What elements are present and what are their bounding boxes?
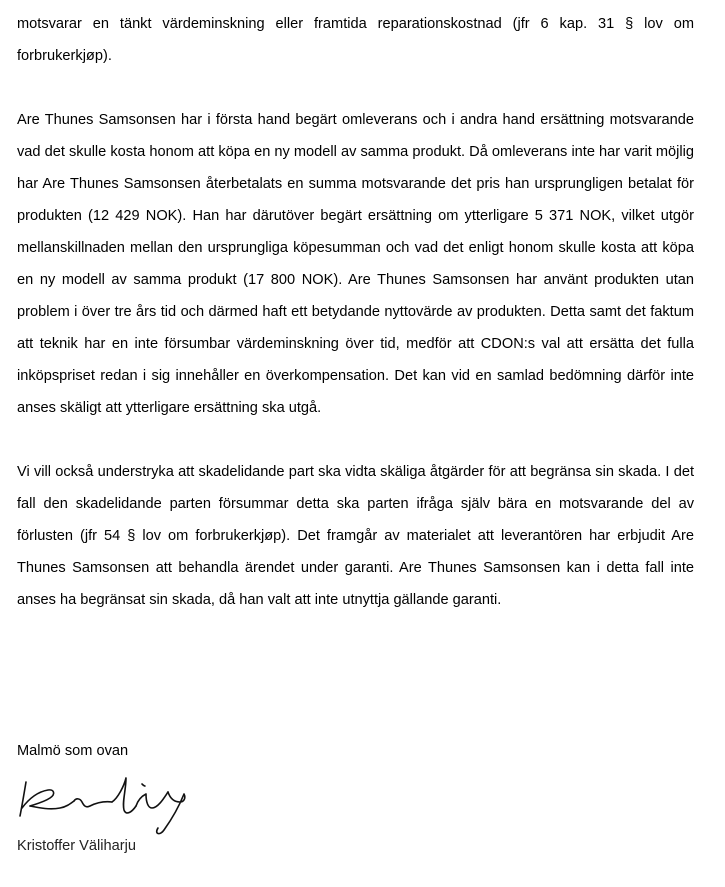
paragraph-1: motsvarar en tänkt värdeminskning eller framtida reparationskostnad (jfr 6 kap. 31 § lov om forbrukerkjøp).	[17, 16, 694, 64]
closing-line: Malmö som ovan	[17, 743, 129, 759]
paragraph-3: Vi vill också understryka att skadelidande part ska vidta skäliga åtgärder för att begränsa sin skada. I det fall den skadelidande parten försummar detta ska parten ifråga själv bära en motsvarande del av förlusten (jfr 54 § lov om forbrukerkjøp). Det framgår av materialet att leverantören har erbjudit Are Thunes Samsonsen att behandla ärendet under garanti. Are Thunes Samsonsen kan i detta fall inte anses ha begränsat sin skada, då han valt att inte utnyttja gällande garanti.	[17, 464, 694, 608]
paragraph-2: Are Thunes Samsonsen har i första hand begärt omleverans och i andra hand ersättning motsvarande vad det skulle kosta honom att köpa en ny modell av samma produkt. Då omleverans inte har varit möjlig har Are Thunes Samsonsen återbetalats en summa motsvarande det pris han ursprungligen betalat för produkten (12 429 NOK). Han har därutöver begärt ersättning om ytterligare 5 371 NOK, vilket utgör mellanskillnaden mellan den ursprungliga köpesumman och vad det enligt honom skulle kosta att köpa en ny modell av samma produkt (17 800 NOK). Are Thunes Samsonsen har använt produkten utan problem i över tre års tid och därmed haft ett betydande nyttovärde av produkten. Detta samt det faktum att teknik har en inte försumbar värdeminskning över tid, medför att CDON:s val att ersätta det fulla inköpspriset redan i sig innehåller en överkompensation. Det kan vid en samlad bedömning därför inte anses skäligt att ytterligare ersättning ska utgå.	[17, 112, 694, 416]
handwritten-signature	[14, 768, 194, 838]
document-body	[17, 8, 694, 616]
signer-name: Kristoffer Väliharju	[17, 838, 136, 854]
